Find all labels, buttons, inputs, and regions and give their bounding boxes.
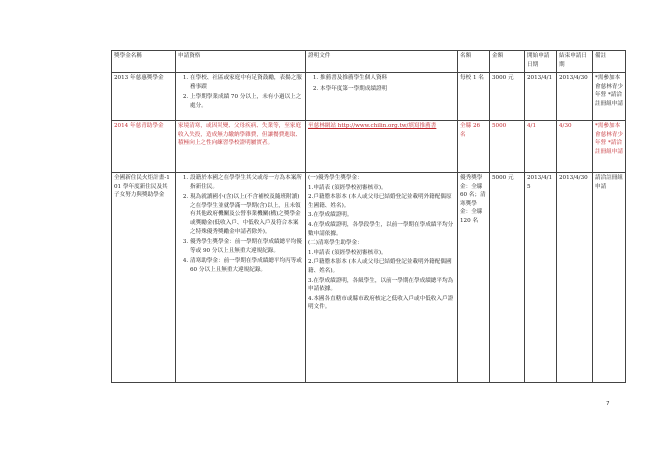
qualifications-cell: 家境清寒，或因災變、父母疾病、失業等，至家庭收入失投，造成無力繳納學雜費，但讓餐費進取、積極向上之性向練習學校證明屬實者。 [176, 121, 306, 173]
start-date-cell: 2013/4/1 [525, 73, 557, 121]
document-line: 2.戶籍謄本影本 (本人或父母已結婚登記並載明外籍配偶原生國籍、姓名)。 [308, 194, 452, 209]
qualification-item: 4. 清寒助學金：前一學期在學成績總平均丙等或 60 分以上且無重大違規紀錄。 [190, 257, 303, 274]
end-date-cell: 4/30 [557, 121, 593, 173]
qualification-item: 2. 現為就讀國小(含)以上(不含補校及隨班附讀)之在學學生並就學滿一學期(含)以上，且未領有其他政府機關及公營事業機關(構)之獎學金或獎勵金(低收入戶、中低收入戶及符合本案之特殊優秀獎勵金申請者除外)。 [190, 193, 303, 236]
documents-cell [306, 73, 458, 121]
qualification-item: 2. 上學期學業成績 70 分以上，未有小過以上之處分。 [190, 93, 303, 110]
document-line: 3.在學成績證明，各級學生，以前一學期在學成績總平均為申請依據。 [308, 277, 454, 293]
header-documents: 證明文件 [306, 51, 458, 73]
document-item: 2. 本學年度第一學期成績證明 [320, 85, 455, 94]
note-cell: *需參加本會慈林青少年營 *請洽註冊組申請 [593, 73, 626, 121]
header-name: 獎學金名稱 [112, 51, 176, 73]
document-item: 1. 推薦書及推薦學生個人資料 [320, 74, 455, 83]
quota-cell: 優秀獎學金：全縣 60 名；清寒獎學金：全縣 120 名 [458, 173, 490, 383]
qualifications-cell [176, 173, 306, 383]
header-row [112, 51, 626, 73]
document-line: 2.戶籍謄本影本 (本人或父母已結婚登記並載明外籍配偶國籍、姓名)。 [308, 259, 452, 274]
header-note: 備註 [593, 51, 626, 73]
documents-cell [306, 173, 458, 383]
quota-cell: 每校 1 名 [458, 73, 490, 121]
document-line: 3.在學成績證明。 [308, 212, 353, 219]
table-row [112, 121, 626, 173]
start-date-cell: 4/1 [525, 121, 557, 173]
table-row [112, 173, 626, 383]
header-amount: 金額 [490, 51, 525, 73]
amount-cell: 5000 元 [490, 173, 525, 383]
qualification-item: 1. 在學校、社區或家庭中有足資鼓勵，表揚之服務事蹟 [190, 74, 303, 91]
qualifications-cell [176, 73, 306, 121]
table-row [112, 73, 626, 121]
note-cell: *需參加本會慈林青少年營 *請洽註冊組申請 [593, 121, 626, 173]
qualification-item: 3. 優秀學生獎學金：前一學期在學成績總平均優等或 90 分以上且無重大違規紀錄。 [190, 238, 303, 255]
amount-cell: 5000 [490, 121, 525, 173]
page-number: 7 [606, 401, 610, 407]
quota-cell: 全縣 26 名 [458, 121, 490, 173]
qualification-item: 1. 設籍於本國之在學學生其父或母一方為本案所指新住民。 [190, 174, 303, 191]
document-line: (二)清寒學生助學金： [308, 240, 363, 247]
scholarship-name: 2013 年慈惠獎學金 [112, 73, 176, 121]
document-line: 4.本國各直轄市或縣市政府核定之低收入戶或中低收入戶證明文件。 [308, 295, 454, 311]
end-date-cell: 2013/4/30 [557, 173, 593, 383]
start-date-cell: 2013/4/15 [525, 173, 557, 383]
end-date-cell: 2013/4/30 [557, 73, 593, 121]
note-cell: 請洽註冊組申請 [593, 173, 626, 383]
documents-link[interactable]: 至慈林網站 http://www.chilin.org.tw/填寫推薦書 [306, 121, 458, 173]
scholarship-name: 2014 年慈青助學金 [112, 121, 176, 173]
document-line: 1.申請表 (須經學校初審核章)。 [308, 249, 387, 256]
scholarship-table [111, 50, 626, 383]
amount-cell: 3000 元 [490, 73, 525, 121]
header-end: 結束申請日期 [557, 51, 593, 73]
document-line: 4.在學成績證明，各學段學生，以前一學期在學成績平均分數申請依據。 [308, 221, 454, 237]
document-line: (一)優秀學生獎學金： [308, 175, 363, 181]
header-qualifications: 申請資格 [176, 51, 306, 73]
scholarship-name: 全國新住民火炬計畫-101 學年度新住民及其子女努力與獎助學金 [112, 173, 176, 383]
document-line: 1.申請表 (須經學校初審核章)。 [308, 184, 387, 191]
header-quota: 名額 [458, 51, 490, 73]
header-start: 開始申請日期 [525, 51, 557, 73]
